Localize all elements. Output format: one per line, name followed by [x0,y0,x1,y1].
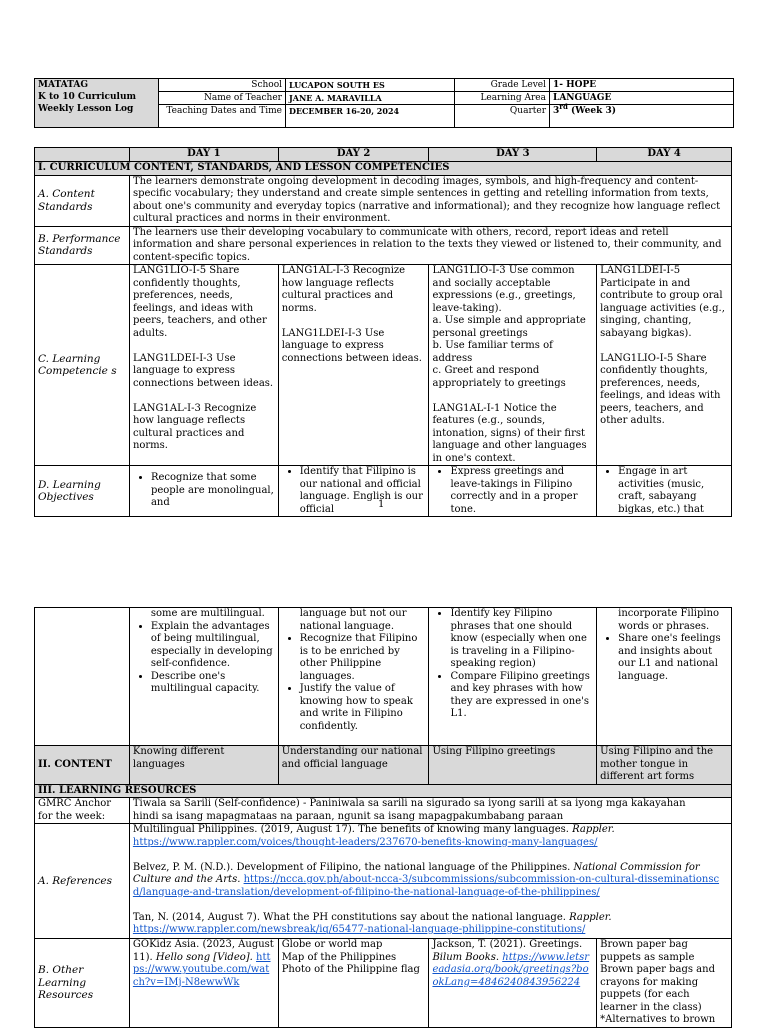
reference-item: Belvez, P. M. (N.D.). Development of Filipino, the national language of the Philippines. National Commission for Culture and the Arts. https://ncca.gov.ph/about-ncca-3/subcommissions/subcommission-on-cultural-disseminationscd/language-and-translation/development-of-filipino-the-national-language-of-the-philippines/ [132,861,720,898]
references-label: A. References [35,824,130,939]
objectives-day1-continued: some are multilingual. • Explain the advantages of being multilingual, especially in developing self-confidence. • Describe one's multilingual capacity. [129,608,278,746]
objective-item: • Share one's feelings and insights about our L1 and national language. [618,633,728,683]
other-resources-label: B. Other Learning Resources [35,939,130,1028]
reference-link[interactable]: https://ncca.gov.ph/about-ncca-3/subcommissions/subcommission-on-cultural-disseminationscd/language-and-translation/development-of-filipino-the-national-language-of-the-philippines/ [132,874,720,898]
content-label: II. CONTENT [35,746,130,785]
objective-item: • Describe one's multilingual capacity. [151,671,275,696]
content-standards-label: A. Content Standards [35,175,130,226]
objectives-label-continued [35,608,130,746]
teacher-value: JANE A. MARAVILLA [286,92,455,105]
objective-item: • Justify the value of knowing how to speak and write in Filipino confidently. [300,683,426,733]
other-resources-day1: GOKidz Asia. (2023, August 11). Hello song [Video]. https://www.youtube.com/watch?v=IMj-N8ewwWk [129,939,278,1028]
title-line: MATATAG [38,80,89,90]
video-link[interactable]: https://www.youtube.com/watch?v=IMj-N8ewwWk [132,951,271,988]
day-header: DAY 1 [129,148,278,162]
objectives-day4-continued: incorporate Filipino words or phrases. • Share one's feelings and insights about our L1 and national language. [597,608,732,746]
lesson-table-page1 [34,147,732,517]
competencies-day1 [129,265,278,466]
quarter-value: 3rd (Week 3) [550,105,734,128]
reference-item: Tan, N. (2014, August 7). What the PH constitutions say about the national language. Rappler. [132,911,612,923]
day-header: DAY 2 [278,148,429,162]
other-resources-day2: Globe or world map Map of the Philippines Photo of the Philippine flag [278,939,429,1028]
title-line: Weekly Lesson Log [38,104,134,114]
objective-item: • Compare Filipino greetings and key phrases with how they are expressed in one's L1. [450,671,593,721]
competencies-day2 [278,265,429,466]
book-link[interactable]: https://www.letsreadasia.org/book/greetings?bookLang=4846240843956224 [432,951,590,988]
dates-value: DECEMBER 16-20, 2024 [286,105,455,128]
objective-item: • Identify that Filipino is our national and official language. English is our official [300,466,426,516]
teacher-label: Name of Teacher [159,92,286,105]
objectives-day3-continued [429,608,597,746]
school-value: LUCAPON SOUTH ES [286,79,455,92]
competency: LANG1AL-I-3 Recognize how language reflects cultural practices and norms. [132,402,257,451]
competency: LANG1LDEI-I-3 Use language to express connections between ideas. [281,327,422,364]
objectives-day3 [429,466,597,517]
day-header: DAY 3 [429,148,597,162]
objectives-day2 [278,466,429,517]
competencies-day3 [429,265,597,466]
competency: LANG1LIO-I-5 Share confidently thoughts, preferences, needs, feelings, and ideas with peers, teachers, and other adults. [600,352,721,426]
document-title [35,79,159,128]
content-day1: Knowing different languages [129,746,278,785]
objective-item: • Express greetings and leave-takings in Filipino correctly and in a proper tone. [450,466,593,516]
area-value: LANGUAGE [550,92,734,105]
competency: LANG1LDEI-I-5 Participate in and contribute to group oral language activities (e.g., singing, chanting, sabayang bigkas). [600,265,725,339]
content-day4: Using Filipino and the mother tongue in different art forms [597,746,732,785]
section-heading: I. CURRICULUM CONTENT, STANDARDS, AND LESSON COMPETENCIES [35,162,732,176]
header-table [34,78,734,128]
competency: LANG1LIO-I-5 Share confidently thoughts, preferences, needs, feelings, and ideas with peers, teachers, and other adults. [132,265,267,339]
reference-item: Multilingual Philippines. (2019, August 17). The benefits of knowing many languages. Rappler. [132,824,615,835]
competencies-label: C. Learning Competencie s [35,265,130,466]
reference-link[interactable]: https://www.rappler.com/voices/thought-leaders/237670-benefits-knowing-many-languages/ [132,836,598,848]
section-heading: III. LEARNING RESOURCES [35,784,732,798]
objectives-day1 [129,466,278,517]
performance-standards-text: The learners use their developing vocabulary to communicate with others, record, report ideas and retell information and share personal experiences in relation to the texts they viewed or listened to, their community, and content-specific topics. [129,226,731,265]
competency: LANG1LIO-I-3 Use common and socially acceptable expressions (e.g., greetings, leave-taking). a. Use simple and appropriate personal greetings b. Use familiar terms of address c. Greet and respond appropriately to greetings [432,265,586,389]
gmrc-text: Tiwala sa Sarili (Self-confidence) - Paniniwala sa sarili na sigurado sa iyong sarili at sa iyong mga kakayahan hindi sa isang mapagmataas na paraan, ngunit sa isang mapagpakumbabang paraan [129,798,731,824]
content-standards-text: The learners demonstrate ongoing development in decoding images, symbols, and high-frequency and content-specific vocabulary; they understand and create simple sentences in getting and retelling information from texts, about one's community and everyday topics (narrative and informational); and they recognize how language reflect cultural practices and norms in their environment. [129,175,731,226]
objective-item: • Engage in art activities (music, craft, sabayang bigkas, etc.) that [618,466,728,516]
content-day3: Using Filipino greetings [429,746,597,785]
grade-value: 1- HOPE [550,79,734,92]
objective-item: • Recognize that Filipino is to be enriched by other Philippine languages. [300,633,426,683]
objectives-label: D. Learning Objectives [35,466,130,517]
performance-standards-label: B. Performance Standards [35,226,130,265]
quarter-label: Quarter [455,105,550,128]
title-line: K to 10 Curriculum [38,92,137,102]
grade-label: Grade Level [455,79,550,92]
dates-label: Teaching Dates and Time [159,105,286,128]
other-resources-day4: Brown paper bag puppets as sample Brown paper bags and crayons for making puppets (for each learner in the class) *Alternatives to brown [597,939,732,1028]
competencies-day4 [597,265,732,466]
reference-link[interactable]: https://www.rappler.com/newsbreak/iq/65477-national-language-philippine-constitutions/ [132,924,586,935]
objective-item: • Explain the advantages of being multilingual, especially in developing self-confidence. [151,621,275,671]
competency: LANG1AL-I-3 Recognize how language reflects cultural practices and norms. [281,265,406,314]
objectives-day4 [597,466,732,517]
objective-item: • Identify key Filipino phrases that one should know (especially when one is traveling in a Filipino-speaking region) [450,608,593,671]
other-resources-day3: Jackson, T. (2021). Greetings. Bilum Books. https://www.letsreadasia.org/book/greetings?bookLang=4846240843956224 [429,939,597,1028]
competency: LANG1LDEI-I-3 Use language to express connections between ideas. [132,352,274,389]
page-number: 1 [378,499,385,510]
school-label: School [159,79,286,92]
area-label: Learning Area [455,92,550,105]
lesson-table-page2 [34,607,732,1028]
content-day2: Understanding our national and official language [278,746,429,785]
gmrc-label: GMRC Anchor for the week: [35,798,130,824]
competency: LANG1AL-I-1 Notice the features (e.g., sounds, intonation, signs) of their first language and other languages in one's context. [432,402,587,464]
objectives-day2-continued: language but not our national language. • Recognize that Filipino is to be enriched by other Philippine languages. • Justify the value of knowing how to speak and write in Filipino confidently. [278,608,429,746]
references-text [129,824,731,939]
day-header: DAY 4 [597,148,732,162]
objective-item: • Recognize that some people are monolingual, and [151,472,275,510]
